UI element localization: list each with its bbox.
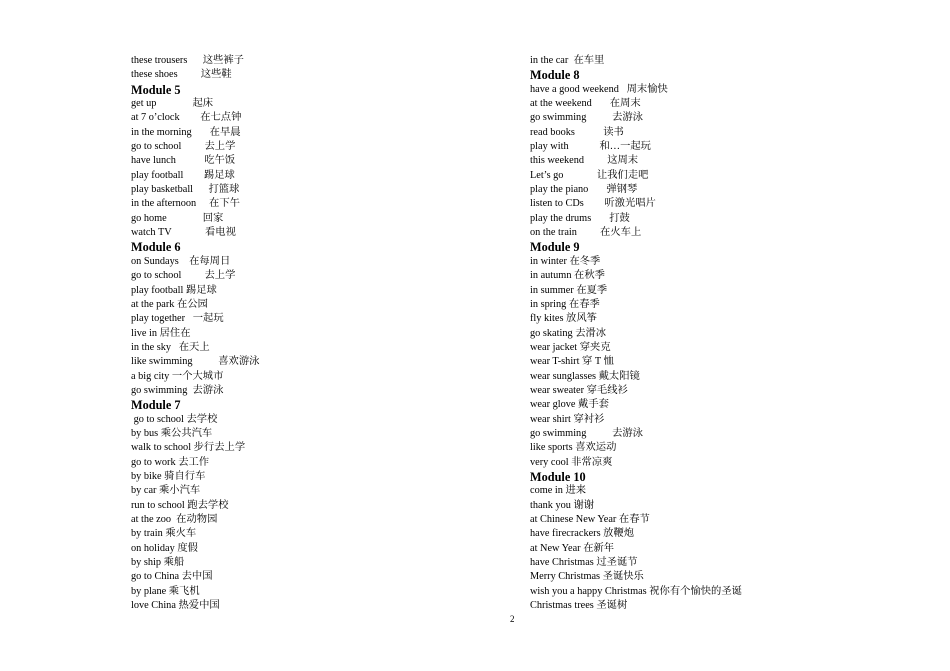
vocab-line: live in 居住在	[131, 327, 191, 339]
vocab-line: love China 热爱中国	[131, 600, 220, 612]
vocab-line: in the morning 在早晨	[131, 126, 241, 138]
vocab-line: wear glove 戴手套	[530, 399, 609, 411]
vocab-line: in the sky 在天上	[131, 341, 210, 353]
vocab-line: by bus 乘公共汽车	[131, 427, 213, 439]
vocab-line: on the train 在火车上	[530, 227, 642, 239]
vocab-line: at the zoo 在动物园	[131, 514, 218, 525]
vocab-line: walk to school 步行去上学	[131, 442, 246, 454]
vocab-line: very cool 非常凉爽	[530, 456, 613, 468]
vocab-line: at the weekend 在周末	[530, 98, 641, 110]
vocab-line: go to school 去上学	[131, 141, 236, 153]
page-number: 2	[510, 614, 515, 624]
vocab-line: have a good weekend 周末愉快	[530, 83, 668, 95]
module-heading: Module 9	[530, 240, 580, 255]
vocab-line: thank you 谢谢	[530, 499, 595, 511]
module-heading: Module 7	[131, 398, 181, 413]
vocab-line: play the drums 打鼓	[530, 212, 630, 224]
vocab-line: have Christmas 过圣诞节	[530, 557, 638, 569]
vocab-line: have lunch 吃午饭	[131, 155, 236, 167]
vocab-line: wear sunglasses 戴太阳镜	[530, 370, 640, 382]
vocab-line: at the park 在公园	[131, 298, 208, 310]
vocab-line: a big city 一个大城市	[131, 370, 224, 382]
vocab-line: go skating 去滑冰	[530, 327, 607, 339]
vocab-line: Christmas trees 圣诞树	[530, 600, 628, 612]
vocab-line: wear sweater 穿毛线衫	[530, 384, 628, 396]
module-heading: Module 6	[131, 240, 181, 255]
vocab-line: by train 乘火车	[131, 528, 197, 540]
vocab-line: these trousers 这些裤子	[131, 55, 244, 66]
vocab-line: wish you a happy Christmas 祝你有个愉快的圣诞	[530, 585, 742, 597]
left-column	[131, 54, 461, 613]
right-column	[530, 54, 860, 613]
vocab-line: by car 乘小汽车	[131, 485, 201, 497]
vocab-line: at New Year 在新年	[530, 542, 615, 554]
vocab-line: this weekend 这周末	[530, 155, 639, 167]
vocab-line: go to school 去上学	[131, 270, 236, 282]
vocab-line: by bike 骑自行车	[131, 470, 206, 482]
vocab-line: play with 和…一起玩	[530, 141, 651, 153]
vocab-line: come in 进来	[530, 485, 587, 497]
vocab-line: play football 踢足球	[131, 284, 217, 296]
vocab-line: go home 回家	[131, 212, 224, 224]
module-heading: Module 10	[530, 469, 586, 484]
vocab-line: play football 踢足球	[131, 169, 235, 181]
vocab-line: listen to CDs 听激光唱片	[530, 198, 656, 210]
vocab-line: like sports 喜欢运动	[530, 442, 617, 454]
vocab-line: run to school 跑去学校	[131, 499, 229, 511]
module-heading: Module 8	[530, 68, 580, 83]
vocab-line: Let’s go 让我们走吧	[530, 169, 649, 181]
vocab-line: in spring 在春季	[530, 298, 600, 310]
vocab-line: go to school 去学校	[131, 413, 218, 425]
module-heading: Module 5	[131, 82, 181, 97]
vocab-line: by ship 乘船	[131, 557, 185, 569]
vocab-line: these shoes 这些鞋	[131, 69, 232, 81]
vocab-line: go to China 去中国	[131, 571, 213, 583]
vocab-line: have firecrackers 放鞭炮	[530, 528, 635, 540]
vocab-line: in the car 在车里	[530, 55, 605, 66]
vocab-line: Merry Christmas 圣诞快乐	[530, 571, 644, 583]
vocab-line: in autumn 在秋季	[530, 270, 605, 282]
vocab-line: on Sundays 在每周日	[131, 255, 231, 267]
vocab-line: go swimming 去游泳	[530, 427, 643, 439]
vocab-line: in the afternoon 在下午	[131, 198, 240, 210]
vocab-line: wear jacket 穿夹克	[530, 341, 611, 353]
vocab-line: read books 读书	[530, 126, 624, 138]
vocab-line: wear shirt 穿衬衫	[530, 413, 605, 425]
vocab-line: by plane 乘飞机	[131, 585, 200, 597]
vocab-line: go swimming 去游泳	[131, 384, 224, 396]
vocab-line: on holiday 度假	[131, 542, 198, 554]
vocab-line: at 7 o’clock 在七点钟	[131, 112, 242, 124]
vocab-line: fly kites 放风筝	[530, 313, 597, 325]
vocab-line: play basketball 打篮球	[131, 184, 240, 196]
vocab-line: at Chinese New Year 在春节	[530, 514, 650, 525]
vocab-line: go to work 去工作	[131, 456, 210, 468]
vocab-line: in winter 在冬季	[530, 255, 601, 267]
vocab-line: go swimming 去游泳	[530, 112, 643, 124]
vocab-line: play together 一起玩	[131, 313, 224, 325]
vocab-line: watch TV 看电视	[131, 227, 236, 239]
vocab-line: like swimming 喜欢游泳	[131, 356, 260, 368]
vocab-line: get up 起床	[131, 98, 214, 110]
vocab-line: wear T-shirt 穿 T 恤	[530, 356, 614, 368]
vocab-line: play the piano 弹钢琴	[530, 184, 638, 196]
vocab-line: in summer 在夏季	[530, 284, 608, 296]
